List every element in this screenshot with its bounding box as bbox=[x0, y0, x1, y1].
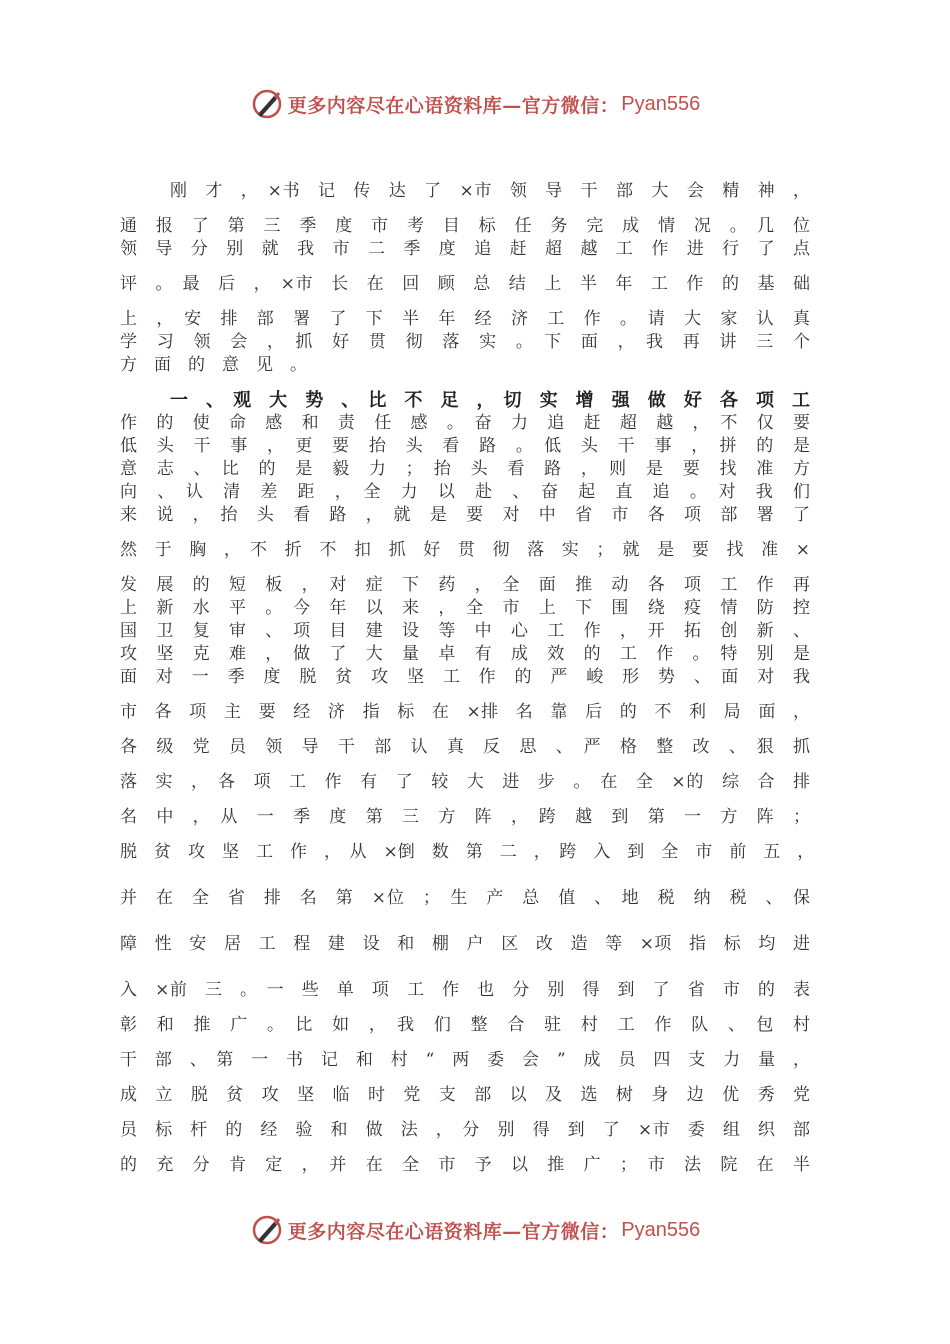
document-body bbox=[120, 180, 815, 1177]
text-line: 干 部 、 第 一 书 记 和 村 “ 两 委 会 ” 成 员 四 支 力 量 ， bbox=[120, 1050, 810, 1070]
text-line: 名 中 ， 从 一 季 度 第 三 方 阵 ， 跨 越 到 第 一 方 阵 ； bbox=[120, 807, 810, 827]
text-line: 上 ， 安 排 部 署 了 下 半 年 经 济 工 作 。 请 大 家 认 真 bbox=[120, 309, 810, 329]
pen-logo-icon bbox=[250, 1213, 284, 1247]
text-line: 方 面 的 意 见 。 bbox=[120, 355, 307, 375]
text-line: 领 导 分 别 就 我 市 二 季 度 追 赶 超 越 工 作 进 行 了 点 bbox=[120, 239, 810, 259]
watermark-wechat-id: Pyan556 bbox=[621, 1218, 701, 1241]
text-line: 国 卫 复 审 、 项 目 建 设 等 中 心 工 作 ， 开 拓 创 新 、 bbox=[120, 621, 810, 641]
text-line: 障 性 安 居 工 程 建 设 和 棚 户 区 改 造 等 ×项 指 标 均 进 bbox=[120, 934, 810, 954]
text-line: 然 于 胸 ， 不 折 不 扣 抓 好 贯 彻 落 实 ； 就 是 要 找 准 × bbox=[120, 540, 810, 560]
text-line: 发 展 的 短 板 ， 对 症 下 药 ， 全 面 推 动 各 项 工 作 再 bbox=[120, 575, 810, 595]
text-line: 并 在 全 省 排 名 第 ×位 ； 生 产 总 值 、 地 税 纳 税 、 保 bbox=[120, 888, 810, 908]
watermark-header bbox=[0, 84, 950, 124]
text-line: 成 立 脱 贫 攻 坚 临 时 党 支 部 以 及 选 树 身 边 优 秀 党 bbox=[120, 1085, 810, 1105]
watermark-wechat-id: Pyan556 bbox=[621, 92, 701, 115]
text-line: 员 标 杆 的 经 验 和 做 法 ， 分 别 得 到 了 ×市 委 组 织 部 bbox=[120, 1120, 810, 1140]
text-line: 彰 和 推 广 。 比 如 ， 我 们 整 合 驻 村 工 作 队 、 包 村 bbox=[120, 1015, 810, 1035]
text-line: 通 报 了 第 三 季 度 市 考 目 标 任 务 完 成 情 况 。 几 位 bbox=[120, 216, 810, 236]
watermark-footer bbox=[0, 1210, 950, 1250]
text-line: 意 志 、 比 的 是 毅 力 ； 抬 头 看 路 ， 则 是 要 找 准 方 bbox=[120, 459, 810, 479]
text-line: 的 充 分 肯 定 ， 并 在 全 市 予 以 推 广 ； 市 法 院 在 半 bbox=[120, 1155, 810, 1175]
text-line: 低 头 干 事 ， 更 要 抬 头 看 路 。 低 头 干 事 ， 拼 的 是 bbox=[120, 436, 810, 456]
watermark-text: 更多内容尽在心语资料库—官方微信： bbox=[287, 94, 620, 117]
text-line: 攻 坚 克 难 ， 做 了 大 量 卓 有 成 效 的 工 作 。 特 别 是 bbox=[120, 644, 810, 664]
watermark-text: 更多内容尽在心语资料库—官方微信： bbox=[287, 1220, 620, 1243]
text-line: 向 、 认 清 差 距 ， 全 力 以 赴 、 奋 起 直 追 。 对 我 们 bbox=[120, 482, 810, 502]
section-heading: 一 、 观 大 势 、 比 不 足 ， 切 实 增 强 做 好 各 项 工 bbox=[170, 390, 810, 411]
text-line: 刚 才 ， ×书 记 传 达 了 ×市 领 导 干 部 大 会 精 神 ， bbox=[170, 181, 810, 201]
text-line: 面 对 一 季 度 脱 贫 攻 坚 工 作 的 严 峻 形 势 、 面 对 我 bbox=[120, 667, 810, 687]
pen-logo-icon bbox=[250, 87, 284, 121]
text-line: 市 各 项 主 要 经 济 指 标 在 ×排 名 靠 后 的 不 利 局 面 ， bbox=[120, 702, 810, 722]
text-line: 上 新 水 平 。 今 年 以 来 ， 全 市 上 下 围 绕 疫 情 防 控 bbox=[120, 598, 810, 618]
text-line: 各 级 党 员 领 导 干 部 认 真 反 思 、 严 格 整 改 、 狠 抓 bbox=[120, 737, 810, 757]
text-line: 入 ×前 三 。 一 些 单 项 工 作 也 分 别 得 到 了 省 市 的 表 bbox=[120, 980, 810, 1000]
text-line: 作 的 使 命 感 和 责 任 感 。 奋 力 追 赶 超 越 ， 不 仅 要 bbox=[120, 413, 810, 433]
text-line: 学 习 领 会 ， 抓 好 贯 彻 落 实 。 下 面 ， 我 再 讲 三 个 bbox=[120, 332, 810, 352]
text-line: 评 。 最 后 ， ×市 长 在 回 顾 总 结 上 半 年 工 作 的 基 础 bbox=[120, 274, 810, 294]
text-line: 来 说 ， 抬 头 看 路 ， 就 是 要 对 中 省 市 各 项 部 署 了 bbox=[120, 505, 810, 525]
text-line: 脱 贫 攻 坚 工 作 ， 从 ×倒 数 第 二 ， 跨 入 到 全 市 前 五 ， bbox=[120, 842, 815, 862]
text-line: 落 实 ， 各 项 工 作 有 了 较 大 进 步 。 在 全 ×的 综 合 排 bbox=[120, 772, 810, 792]
